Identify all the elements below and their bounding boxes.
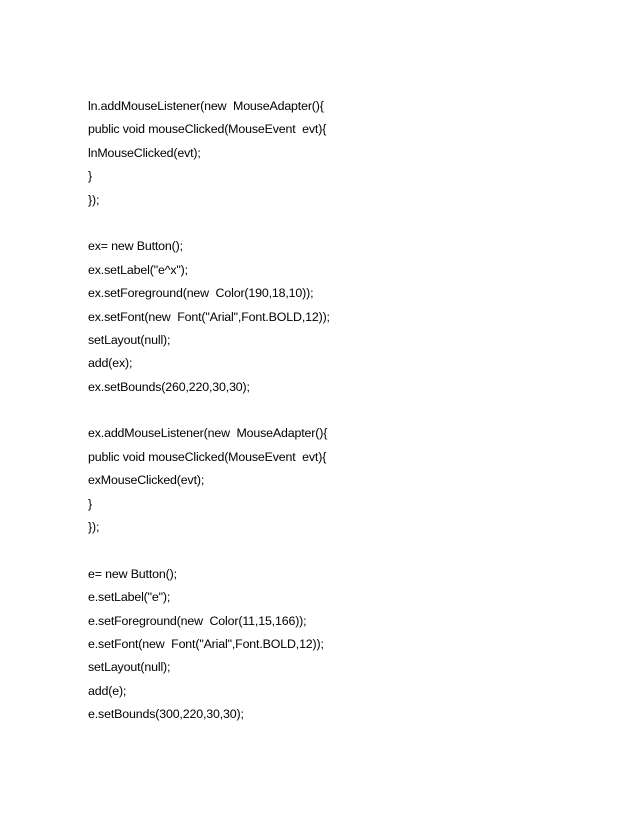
code-line: e.setForeground(new Color(11,15,166)); <box>88 613 307 628</box>
code-line: } <box>88 169 92 184</box>
code-line: ex.setBounds(260,220,30,30); <box>88 379 250 394</box>
code-line: ex.setLabel("e^x"); <box>88 262 188 277</box>
code-line: setLayout(null); <box>88 660 171 675</box>
blank-line <box>88 539 608 562</box>
code-line: exMouseClicked(evt); <box>88 473 205 488</box>
code-listing <box>88 95 608 727</box>
code-line: e.setLabel("e"); <box>88 590 171 605</box>
code-line: } <box>88 496 92 511</box>
code-line: public void mouseClicked(MouseEvent evt){ <box>88 449 327 464</box>
code-line: e.setBounds(300,220,30,30); <box>88 707 244 722</box>
blank-line <box>88 212 608 235</box>
code-line: }); <box>88 520 100 535</box>
code-line: ex.addMouseListener(new MouseAdapter(){ <box>88 426 328 441</box>
code-line: ln.addMouseListener(new MouseAdapter(){ <box>88 99 324 113</box>
code-line: add(e); <box>88 683 127 698</box>
code-line: ex.setForeground(new Color(190,18,10)); <box>88 286 314 301</box>
code-line: e.setFont(new Font("Arial",Font.BOLD,12)); <box>88 636 324 651</box>
code-line: setLayout(null); <box>88 332 171 347</box>
code-line: }); <box>88 192 100 207</box>
code-line: ex.setFont(new Font("Arial",Font.BOLD,12)); <box>88 309 330 324</box>
code-line: ex= new Button(); <box>88 239 183 254</box>
code-line: e= new Button(); <box>88 566 177 581</box>
code-line: public void mouseClicked(MouseEvent evt){ <box>88 122 327 137</box>
blank-line <box>88 399 608 422</box>
code-line: lnMouseClicked(evt); <box>88 145 201 160</box>
code-line: add(ex); <box>88 356 133 371</box>
